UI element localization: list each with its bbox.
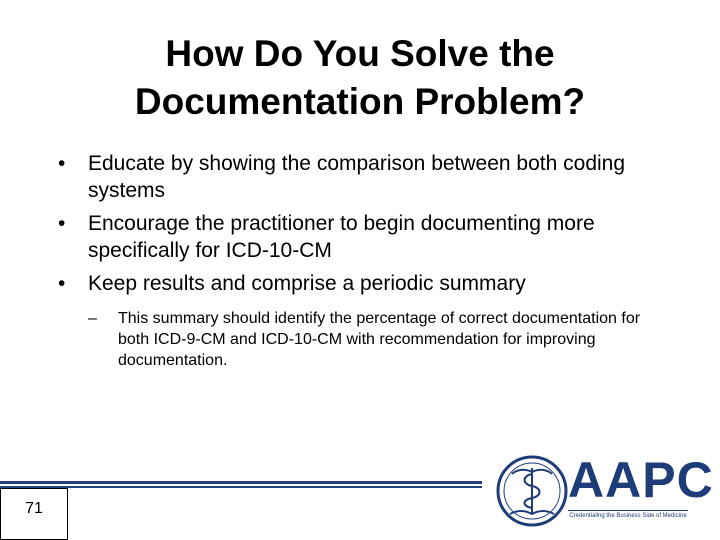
page-number: 71 (25, 500, 43, 517)
bullet-text: Keep results and comprise a periodic summary (88, 272, 526, 295)
sub-bullet-list (88, 308, 648, 371)
bullet-item (58, 150, 658, 204)
footer-rule-bottom (0, 486, 482, 488)
bullet-list (58, 150, 658, 303)
bullet-text: Educate by showing the comparison between both coding systems (88, 152, 626, 202)
bullet-marker: • (58, 272, 66, 295)
title-line-2: Documentation Problem? (134, 81, 586, 122)
logo-wordmark: AAPC (568, 452, 714, 508)
bullet-marker: • (58, 212, 66, 235)
bullet-item (58, 270, 658, 297)
bullet-text: Encourage the practitioner to begin documenting more specifically for ICD-10-CM (88, 212, 595, 262)
footer-rule-top (0, 481, 482, 484)
sub-bullet-marker: – (88, 310, 97, 327)
logo-tagline: Credentialing the Business Side of Medicine (568, 510, 688, 519)
slide-title (60, 30, 660, 126)
title-line-1: How Do You Solve the (165, 33, 555, 74)
bullet-item (58, 210, 658, 264)
sub-bullet-item (88, 308, 648, 371)
bullet-marker: • (58, 152, 66, 175)
sub-bullet-text: This summary should identify the percentage of correct documentation for both ICD-9-CM and ICD-10-CM with recommendation for improving documentation. (118, 310, 641, 369)
